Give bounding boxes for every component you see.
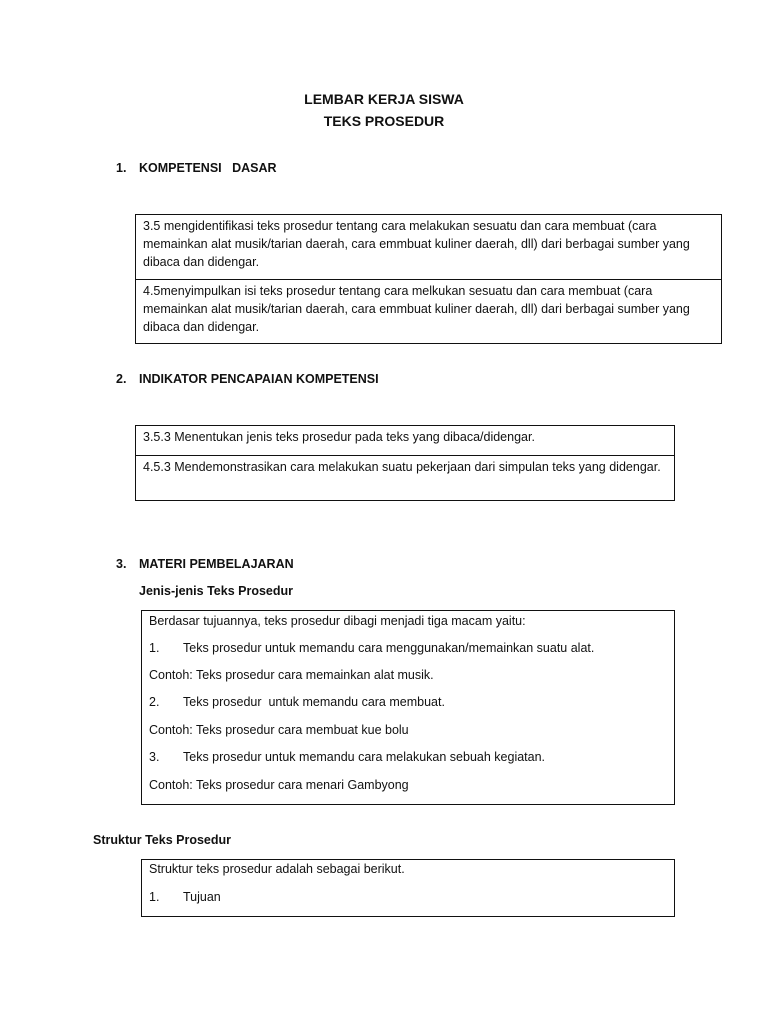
struktur-heading: Struktur Teks Prosedur <box>93 833 232 847</box>
section-3-number: 3. <box>116 557 127 571</box>
indikator-table <box>135 425 675 501</box>
section-2-number: 2. <box>116 372 127 386</box>
page-subtitle: TEKS PROSEDUR <box>323 113 445 129</box>
page-title: LEMBAR KERJA SISWA <box>304 91 464 107</box>
ipk-row-4-5-3: 4.5.3 Mendemonstrasikan cara melakukan suatu pekerjaan dari simpulan teks yang didengar. <box>136 455 674 479</box>
ipk-row-3-5-3: 3.5.3 Menentukan jenis teks prosedur pada teks yang dibaca/didengar. <box>143 430 535 444</box>
kompetensi-dasar-table <box>135 214 722 344</box>
jenis-teks-prosedur-box <box>141 610 675 805</box>
jenis-intro: Berdasar tujuannya, teks prosedur dibagi menjadi tiga macam yaitu: <box>149 614 526 628</box>
kd-row-3-5: 3.5 mengidentifikasi teks prosedur tentang cara melakukan sesuatu dan cara membuat (cara memainkan alat musik/tarian daerah, cara emmbuat kuliner daerah, dll) dari berbagai sumber yang dibaca dan didengar. <box>143 219 690 269</box>
section-3-heading: MATERI PEMBELAJARAN <box>139 557 294 571</box>
struktur-intro: Struktur teks prosedur adalah sebagai berikut. <box>149 862 405 876</box>
jenis-example-2: Contoh: Teks prosedur cara membuat kue bolu <box>149 723 409 737</box>
jenis-example-1: Contoh: Teks prosedur cara memainkan alat musik. <box>149 668 434 682</box>
kd-row-4-5: 4.5menyimpulkan isi teks prosedur tentang cara melkukan sesuatu dan cara membuat (cara memainkan alat musik/tarian daerah, cara emmbuat kuliner daerah, dll) dari berbagai sumber yang dibaca dan didengar. <box>136 279 721 339</box>
jenis-item-2: 2. Teks prosedur untuk memandu cara membuat. <box>149 695 445 709</box>
section-1-heading: KOMPETENSI DASAR <box>139 161 277 175</box>
struktur-box <box>141 859 675 917</box>
jenis-item-3: 3. Teks prosedur untuk memandu cara melakukan sebuah kegiatan. <box>149 750 546 764</box>
jenis-example-3: Contoh: Teks prosedur cara menari Gambyong <box>149 778 409 792</box>
section-1-number: 1. <box>116 161 127 175</box>
section-2-heading: INDIKATOR PENCAPAIAN KOMPETENSI <box>139 372 379 386</box>
struktur-item-1: 1. Tujuan <box>149 890 221 904</box>
jenis-item-1: 1. Teks prosedur untuk memandu cara menggunakan/memainkan suatu alat. <box>149 641 595 655</box>
jenis-teks-prosedur-heading: Jenis-jenis Teks Prosedur <box>139 584 293 598</box>
